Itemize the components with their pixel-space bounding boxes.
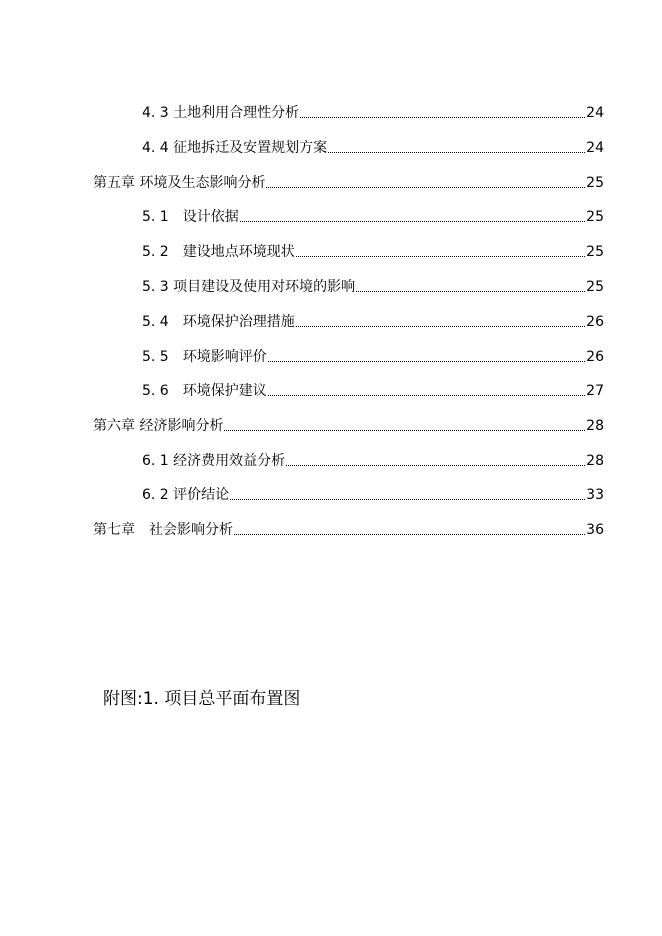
toc-page-number: 28 bbox=[586, 453, 604, 469]
toc-dot-leader bbox=[296, 256, 585, 257]
toc-entry-label: 5. 2 建设地点环境现状 bbox=[142, 244, 295, 260]
toc-page-number: 25 bbox=[586, 209, 604, 225]
toc-entry-label: 第五章 环境及生态影响分析 bbox=[93, 175, 266, 191]
toc-entry-chapter-5 bbox=[93, 172, 604, 192]
toc-page-number: 25 bbox=[586, 175, 604, 191]
toc-entry-5-5 bbox=[142, 346, 604, 366]
toc-entry-label: 5. 6 环境保护建议 bbox=[142, 383, 267, 399]
toc-entry-label: 4. 4 征地拆迁及安置规划方案 bbox=[142, 140, 328, 156]
appendix-figure-caption: 附图:1. 项目总平面布置图 bbox=[103, 689, 301, 709]
toc-page-number: 28 bbox=[586, 418, 604, 434]
toc-entry-chapter-7 bbox=[93, 519, 604, 539]
toc-dot-leader bbox=[230, 499, 585, 500]
toc-page-number: 25 bbox=[586, 244, 604, 260]
toc-entry-4-4 bbox=[142, 137, 604, 157]
toc-entry-label: 第六章 经济影响分析 bbox=[93, 418, 224, 434]
toc-entry-4-3 bbox=[142, 102, 604, 122]
toc-page-number: 25 bbox=[586, 279, 604, 295]
toc-entry-5-2 bbox=[142, 241, 604, 261]
toc-entry-label: 5. 3 项目建设及使用对环境的影响 bbox=[142, 279, 356, 295]
toc-entry-chapter-6 bbox=[93, 415, 604, 435]
toc-entry-5-3 bbox=[142, 276, 604, 296]
toc-page-number: 26 bbox=[586, 314, 604, 330]
toc-entry-6-1 bbox=[142, 450, 604, 470]
toc-dot-leader bbox=[234, 534, 585, 535]
toc-dot-leader bbox=[240, 221, 585, 222]
toc-dot-leader bbox=[268, 395, 585, 396]
toc-entry-6-2 bbox=[142, 484, 604, 504]
toc-entry-label: 4. 3 土地利用合理性分析 bbox=[142, 105, 300, 121]
toc-page-number: 24 bbox=[586, 105, 604, 121]
toc-entry-5-6 bbox=[142, 380, 604, 400]
toc-page-number: 27 bbox=[586, 383, 604, 399]
toc-entry-label: 5. 4 环境保护治理措施 bbox=[142, 314, 295, 330]
toc-entry-label: 5. 5 环境影响评价 bbox=[142, 349, 267, 365]
toc-entry-5-1 bbox=[142, 206, 604, 226]
toc-dot-leader bbox=[300, 117, 585, 118]
toc-dot-leader bbox=[224, 430, 585, 431]
toc-entry-label: 6. 1 经济费用效益分析 bbox=[142, 453, 286, 469]
toc-dot-leader bbox=[286, 465, 585, 466]
toc-dot-leader bbox=[268, 361, 585, 362]
toc-dot-leader bbox=[296, 326, 585, 327]
toc-dot-leader bbox=[328, 152, 585, 153]
toc-dot-leader bbox=[266, 187, 585, 188]
toc-entry-label: 6. 2 评价结论 bbox=[142, 487, 230, 503]
toc-page-number: 24 bbox=[586, 140, 604, 156]
toc-entry-label: 5. 1 设计依据 bbox=[142, 209, 239, 225]
toc-entry-5-4 bbox=[142, 311, 604, 331]
toc-page-number: 33 bbox=[586, 487, 604, 503]
toc-page-number: 36 bbox=[586, 522, 604, 538]
toc-page-number: 26 bbox=[586, 349, 604, 365]
toc-entry-label: 第七章 社会影响分析 bbox=[93, 522, 233, 538]
toc-dot-leader bbox=[356, 291, 585, 292]
